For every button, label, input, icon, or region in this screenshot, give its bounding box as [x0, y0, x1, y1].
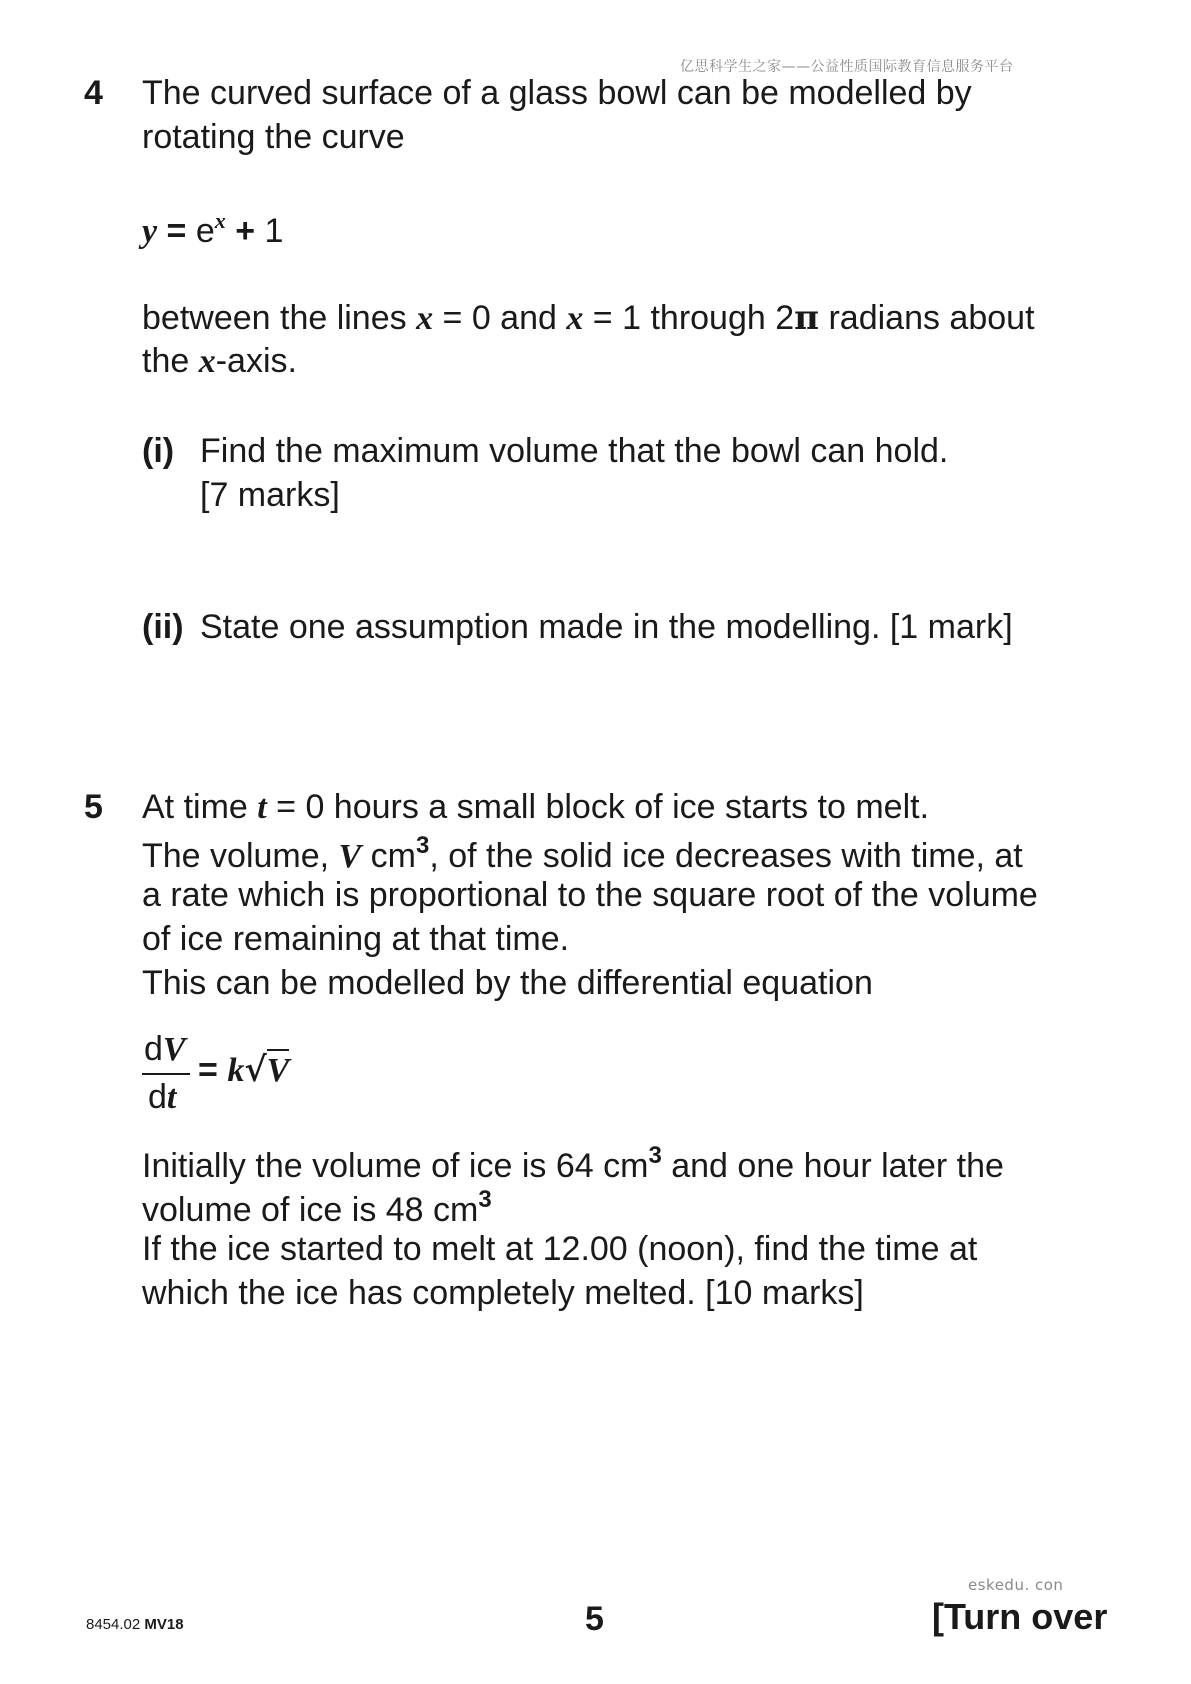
equation-base-e: e	[195, 212, 215, 250]
question-5-number: 5	[84, 788, 103, 826]
footer-code	[86, 1616, 184, 1633]
between-lines-line-2	[142, 342, 297, 381]
question-5-line-9: which the ice has completely melted. [10 marks]	[142, 1274, 864, 1312]
part-ii-text: State one assumption made in the modelling. [1 mark]	[200, 608, 1013, 646]
q5-line6-text-b: and one hour later the	[661, 1147, 1004, 1185]
question-4-intro-line-2: rotating the curve	[142, 118, 405, 156]
q5-line7-cube: 3	[478, 1186, 492, 1213]
q5-var-t: t	[257, 789, 267, 826]
equation-equals: =	[166, 212, 187, 250]
curve-equation	[142, 208, 283, 251]
question-5-line-6	[142, 1142, 1004, 1186]
equation-var-y: y	[142, 213, 158, 250]
turn-over: [Turn over	[932, 1596, 1108, 1637]
denominator-var-t: t	[166, 1079, 177, 1116]
between-lines-line-1	[142, 298, 1035, 338]
between-var-x-3: x	[198, 343, 216, 380]
footer-code-bold: MV18	[144, 1616, 184, 1633]
between-text-4: radians about	[819, 299, 1035, 337]
page-number: 5	[585, 1600, 604, 1638]
part-ii-label: (ii)	[142, 608, 184, 646]
question-5-line-4: of ice remaining at that time.	[142, 920, 570, 958]
question-4-intro-line-1: The curved surface of a glass bowl can be modelled by	[142, 74, 972, 112]
between-text-6: -axis.	[215, 342, 297, 380]
equation-constant: 1	[264, 212, 284, 250]
question-5-line-8: If the ice started to melt at 12.00 (noon), find the time at	[142, 1230, 978, 1268]
q5-line7-text-a: volume of ice is 48 cm	[142, 1191, 479, 1229]
q5-line1-text-a: At time	[142, 788, 258, 826]
q5-var-v: V	[338, 838, 362, 875]
part-ii	[142, 608, 184, 647]
pi-symbol: π	[794, 298, 820, 338]
fraction-numerator	[144, 1030, 186, 1069]
q5-line6-text-a: Initially the volume of ice is 64 cm	[142, 1147, 649, 1185]
part-i-label: (i)	[142, 432, 175, 470]
between-text-5: the	[142, 342, 199, 380]
between-var-x-1: x	[416, 300, 434, 337]
question-5-line-1	[142, 788, 929, 827]
question-4-number: 4	[84, 74, 103, 112]
q5-line1-text-b: = 0 hours a small block of ice starts to melt.	[266, 788, 930, 826]
watermark-top: 亿思科学生之家——公益性质国际教育信息服务平台	[680, 59, 1014, 75]
between-text-1: between the lines	[142, 299, 417, 337]
sqrt-var-v: V	[267, 1049, 290, 1089]
question-5-line-7	[142, 1186, 492, 1230]
numerator-var-v: V	[162, 1031, 186, 1068]
between-text-3: = 1 through 2	[583, 299, 795, 337]
part-i-text: Find the maximum volume that the bowl can hold.	[200, 432, 949, 470]
part-i	[142, 432, 174, 471]
de-var-k: k	[227, 1052, 245, 1089]
equation-plus: +	[235, 212, 256, 250]
q5-line2-cube: 3	[416, 832, 430, 859]
footer-code-number: 8454.02	[86, 1616, 141, 1633]
q5-line2-text-b: cm	[361, 837, 416, 875]
fraction-denominator	[148, 1078, 176, 1117]
equation-exponent-x: x	[214, 208, 226, 233]
sqrt-symbol: √	[244, 1050, 267, 1090]
between-var-x-2: x	[566, 300, 584, 337]
q5-line2-text-c: , of the solid ice decreases with time, at	[429, 837, 1023, 875]
fraction-bar	[142, 1073, 190, 1075]
between-text-2: = 0 and	[433, 299, 567, 337]
watermark-bottom: eskedu. con	[968, 1576, 1064, 1594]
differential-equation-rhs	[198, 1050, 289, 1090]
question-5-line-5: This can be modelled by the differential equation	[142, 964, 873, 1002]
part-i-marks: [7 marks]	[200, 476, 340, 514]
question-5-line-2	[142, 832, 1023, 876]
q5-line2-text-a: The volume,	[142, 837, 339, 875]
numerator-d: d	[144, 1030, 163, 1068]
question-5-line-3: a rate which is proportional to the square root of the volume	[142, 876, 1038, 914]
denominator-d: d	[148, 1078, 167, 1116]
q5-line6-cube: 3	[648, 1142, 662, 1169]
de-equals: =	[198, 1051, 218, 1089]
